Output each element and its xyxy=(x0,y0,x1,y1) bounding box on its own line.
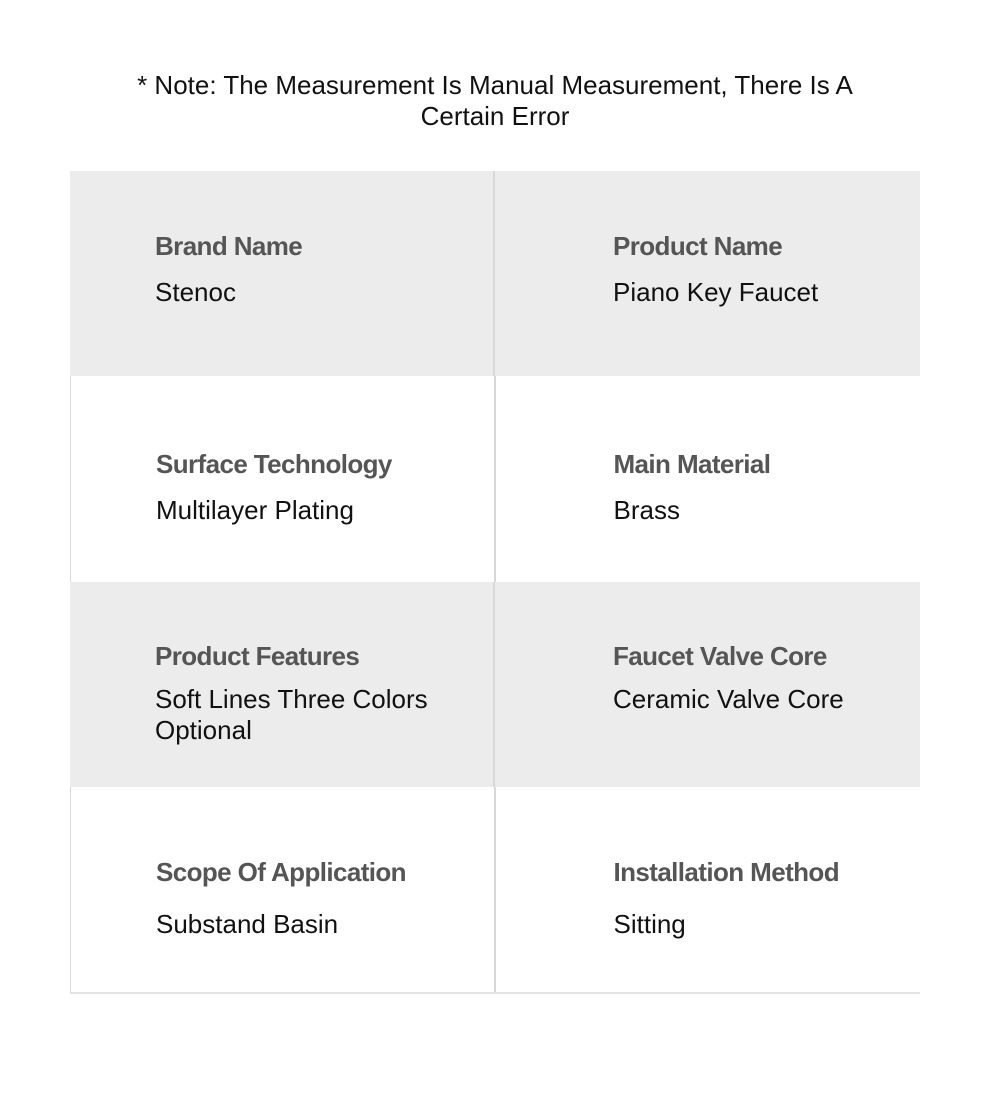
spec-value: Sitting xyxy=(613,909,686,939)
spec-row xyxy=(70,376,920,582)
spec-table xyxy=(70,171,920,994)
spec-cell-main-material xyxy=(496,376,921,582)
spec-value: Multilayer Plating xyxy=(156,495,354,525)
spec-value: Soft Lines Three Colors Optional xyxy=(155,684,428,745)
spec-value: Stenoc xyxy=(155,277,236,307)
spec-cell-product-name xyxy=(495,171,920,376)
spec-label: Surface Technology xyxy=(156,449,392,479)
spec-label: Scope Of Application xyxy=(156,857,406,887)
spec-row xyxy=(70,171,920,376)
spec-cell-scope-of-application xyxy=(71,787,496,992)
spec-value: Brass xyxy=(613,495,680,525)
spec-label: Product Name xyxy=(613,231,783,261)
spec-row xyxy=(70,787,920,994)
measurement-note: * Note: The Measurement Is Manual Measurement, There Is A Certain Error xyxy=(137,70,853,131)
spec-cell-brand-name xyxy=(70,171,495,376)
spec-label: Product Features xyxy=(155,641,360,671)
spec-label: Installation Method xyxy=(613,857,839,887)
spec-value: Piano Key Faucet xyxy=(613,277,819,307)
spec-label: Main Material xyxy=(613,449,771,479)
spec-cell-surface-technology xyxy=(71,376,496,582)
spec-label: Faucet Valve Core xyxy=(613,641,827,671)
spec-cell-installation-method xyxy=(496,787,921,992)
spec-value: Substand Basin xyxy=(156,909,339,939)
spec-label: Brand Name xyxy=(155,231,303,261)
spec-cell-faucet-valve-core xyxy=(495,582,920,787)
spec-value: Ceramic Valve Core xyxy=(613,684,844,714)
spec-row xyxy=(70,582,920,787)
spec-cell-product-features xyxy=(70,582,495,787)
